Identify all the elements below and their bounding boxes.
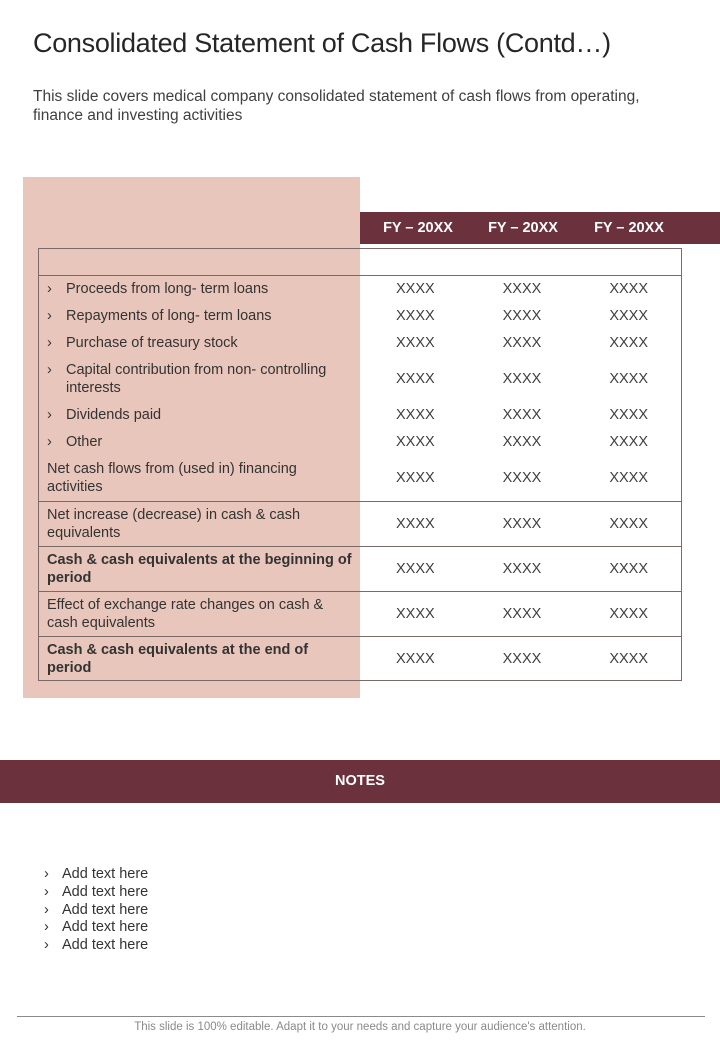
row-value: XXXX bbox=[395, 280, 435, 297]
row-value: XXXX bbox=[609, 650, 648, 667]
row-label: Effect of exchange rate changes on cash & cash equivalents bbox=[38, 591, 362, 636]
table-row bbox=[38, 302, 682, 329]
row-value: XXXX bbox=[469, 455, 576, 501]
footer-divider bbox=[17, 1016, 705, 1017]
row-value: XXXX bbox=[469, 591, 576, 636]
row-value: XXXX bbox=[502, 433, 542, 450]
row-value: XXXX bbox=[502, 280, 542, 297]
row-value: XXXX bbox=[502, 650, 542, 667]
page-title: Consolidated Statement of Cash Flows (Contd…) bbox=[33, 28, 611, 58]
row-value: XXXX bbox=[395, 370, 435, 387]
chevron-right-icon: › bbox=[44, 919, 49, 936]
list-item bbox=[44, 884, 148, 902]
row-value: XXXX bbox=[395, 406, 435, 423]
row-value: XXXX bbox=[362, 501, 469, 546]
chevron-right-icon: › bbox=[47, 334, 52, 351]
chevron-right-icon: › bbox=[47, 433, 52, 450]
row-label: Capital contribution from non- controlling interests bbox=[66, 361, 327, 396]
chevron-right-icon: › bbox=[44, 937, 49, 954]
row-value: XXXX bbox=[502, 370, 542, 387]
row-label: Cash & cash equivalents at the beginning of period bbox=[38, 546, 362, 591]
row-value: XXXX bbox=[502, 406, 542, 423]
row-value: XXXX bbox=[575, 591, 682, 636]
row-value: XXXX bbox=[469, 546, 576, 591]
chevron-right-icon: › bbox=[44, 883, 49, 900]
notes-list bbox=[44, 866, 148, 955]
note-text: Add text here bbox=[62, 937, 149, 954]
list-item bbox=[44, 866, 148, 884]
row-label: Dividends paid bbox=[66, 406, 162, 423]
row-value: XXXX bbox=[362, 455, 469, 501]
note-text: Add text here bbox=[62, 866, 149, 882]
table-row bbox=[38, 636, 682, 681]
row-value: XXXX bbox=[395, 433, 435, 450]
row-value: XXXX bbox=[575, 455, 682, 501]
page-subtitle: This slide covers medical company consolidated statement of cash flows from operating, finance and investing activities bbox=[33, 88, 640, 124]
table-row bbox=[38, 329, 682, 356]
row-value: XXXX bbox=[469, 501, 576, 546]
row-label: Repayments of long- term loans bbox=[66, 307, 272, 324]
table-row bbox=[38, 546, 682, 591]
fy-header-1: FY – 20XX bbox=[383, 220, 453, 236]
table-row bbox=[38, 356, 682, 401]
row-value: XXXX bbox=[395, 650, 435, 667]
fy-header-2: FY – 20XX bbox=[488, 220, 558, 236]
list-item bbox=[44, 919, 148, 937]
row-value: XXXX bbox=[609, 370, 648, 387]
row-value: XXXX bbox=[502, 307, 542, 324]
fy-header-3: FY – 20XX bbox=[594, 220, 664, 236]
blank-cell bbox=[38, 248, 362, 275]
row-label: Cash & cash equivalents at the end of period bbox=[47, 641, 309, 676]
row-label: Net increase (decrease) in cash & cash equivalents bbox=[38, 501, 362, 546]
row-value: XXXX bbox=[609, 406, 648, 423]
chevron-right-icon: › bbox=[47, 280, 52, 297]
table-blank-row bbox=[38, 248, 682, 275]
row-label: Purchase of treasury stock bbox=[66, 334, 238, 351]
list-item bbox=[44, 937, 148, 955]
table-row bbox=[38, 501, 682, 546]
row-value: XXXX bbox=[395, 307, 435, 324]
footer-text: This slide is 100% editable. Adapt it to your needs and capture your audience's attention. bbox=[134, 1021, 586, 1033]
table-row bbox=[38, 401, 682, 428]
fiscal-year-header-bar bbox=[360, 212, 720, 244]
row-label: Other bbox=[66, 433, 103, 450]
chevron-right-icon: › bbox=[47, 307, 52, 324]
chevron-right-icon: › bbox=[47, 406, 52, 423]
row-value: XXXX bbox=[575, 501, 682, 546]
notes-header: NOTES bbox=[0, 760, 720, 803]
table-row bbox=[38, 428, 682, 455]
row-value: XXXX bbox=[609, 433, 648, 450]
cash-flow-table bbox=[38, 248, 682, 681]
row-value: XXXX bbox=[502, 334, 542, 351]
chevron-right-icon: › bbox=[44, 866, 49, 882]
table-row bbox=[38, 455, 682, 501]
chevron-right-icon: › bbox=[44, 901, 49, 918]
row-value: XXXX bbox=[575, 546, 682, 591]
note-text: Add text here bbox=[62, 919, 149, 936]
row-value: XXXX bbox=[362, 546, 469, 591]
row-value: XXXX bbox=[609, 334, 648, 351]
row-value: XXXX bbox=[609, 280, 648, 297]
list-item bbox=[44, 902, 148, 920]
row-label: Net cash flows from (used in) financing activities bbox=[38, 455, 362, 501]
row-label: Proceeds from long- term loans bbox=[66, 280, 269, 297]
row-value: XXXX bbox=[609, 307, 648, 324]
row-value: XXXX bbox=[395, 334, 435, 351]
note-text: Add text here bbox=[62, 901, 149, 918]
chevron-right-icon: › bbox=[47, 361, 52, 378]
row-value: XXXX bbox=[362, 591, 469, 636]
note-text: Add text here bbox=[62, 883, 149, 900]
table-row bbox=[38, 591, 682, 636]
table-row bbox=[38, 275, 682, 302]
